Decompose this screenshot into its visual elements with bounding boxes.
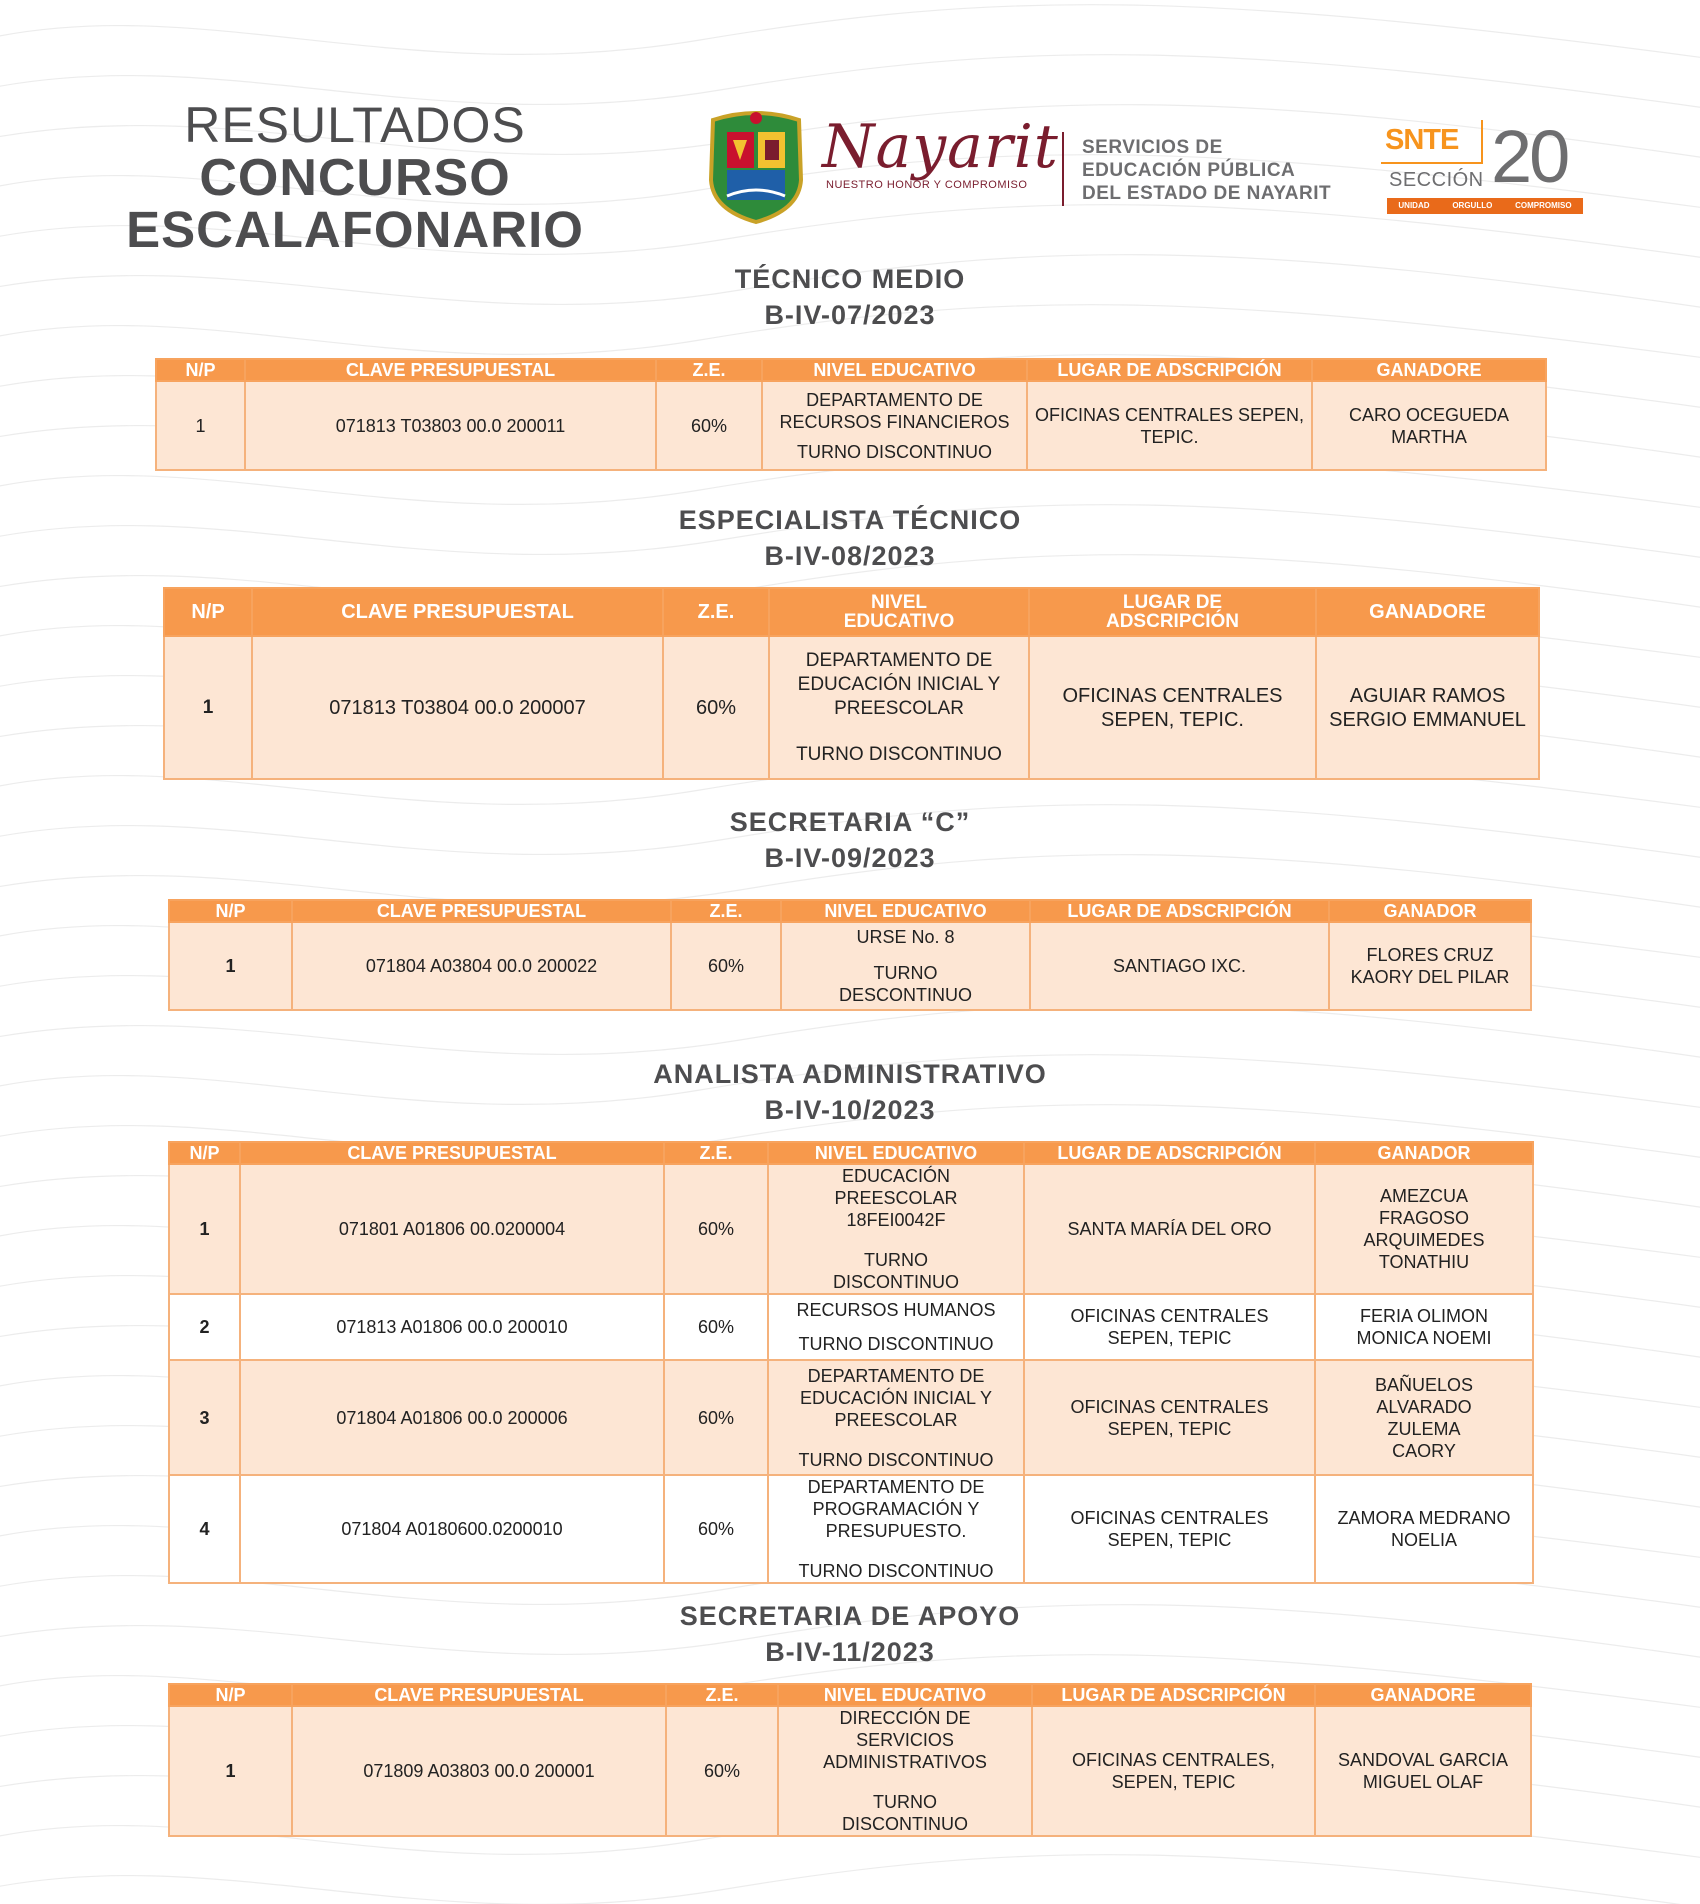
cell-clave: 071804 A0180600.0200010 [240,1475,664,1583]
nayarit-coat-of-arms-icon [705,110,807,225]
cell-ze: 60% [666,1706,778,1836]
column-header-ganador: GANADOR [1329,900,1531,922]
column-header-np: N/P [169,1142,240,1164]
cell-ze: 60% [664,1475,768,1583]
table-row [169,922,1531,1010]
nivel-turno: TURNO DISCONTINUO [798,1334,994,1354]
column-header-ze: Z.E. [664,1142,768,1164]
nivel-name: DEPARTAMENTO DE EDUCACIÓN INICIAL Y PREESCOLAR [797,649,1001,719]
table-header-row [169,1684,1531,1706]
snte-slogan-bar [1387,198,1583,214]
cell-ze: 60% [664,1164,768,1294]
column-header-np: N/P [169,900,292,922]
snte-slogan-compromiso: COMPROMISO [1515,201,1572,210]
snte-section-number: 20 [1491,115,1568,198]
cell-ze: 60% [656,381,762,470]
column-header-ganador: GANADORE [1316,588,1539,636]
column-header-lugar: LUGAR DE ADSCRIPCIÓN [1030,900,1329,922]
column-header-clave: CLAVE PRESUPUESTAL [252,588,663,636]
nivel-name: DEPARTAMENTO DE PROGRAMACIÓN Y PRESUPUESTO. [807,1477,985,1541]
cell-clave: 071813 T03804 00.0 200007 [252,636,663,779]
column-header-ze: Z.E. [666,1684,778,1706]
nivel-turno: TURNO DISCONTINUO [797,441,992,462]
results-table-secretaria-c [168,899,1532,1011]
logo-divider [1062,132,1064,206]
cell-ganador: SANDOVAL GARCIA MIGUEL OLAF [1315,1706,1531,1836]
cell-np: 3 [169,1360,240,1475]
cell-ganador: FLORES CRUZ KAORY DEL PILAR [1329,922,1531,1010]
cell-clave: 071813 A01806 00.0 200010 [240,1294,664,1360]
column-header-clave: CLAVE PRESUPUESTAL [245,359,656,381]
cell-np: 1 [169,1164,240,1294]
section-name: SECRETARIA “C” [729,807,971,837]
column-header-np: N/P [169,1684,292,1706]
cell-clave: 071804 A03804 00.0 200022 [292,922,671,1010]
nayarit-wordmark: Nayarit [822,112,1059,182]
cell-clave: 071804 A01806 00.0 200006 [240,1360,664,1475]
nivel-name: DEPARTAMENTO DE RECURSOS FINANCIEROS [779,389,1010,432]
table-header-row [164,588,1539,636]
table-row [169,1475,1533,1583]
cell-lugar: OFICINAS CENTRALES SEPEN, TEPIC. [1029,636,1316,779]
column-header-np: N/P [156,359,245,381]
cell-np: 1 [156,381,245,470]
column-header-nivel: NIVEL EDUCATIVO [778,1684,1032,1706]
column-header-nivel: NIVEL EDUCATIVO [762,359,1027,381]
cell-clave: 071813 T03803 00.0 200011 [245,381,656,470]
cell-np: 4 [169,1475,240,1583]
section-code: B-IV-07/2023 [764,300,936,330]
section-title-especialista-tecnico [0,502,1700,574]
snte-slogan-orgullo: ORGULLO [1452,201,1493,210]
nivel-name: DEPARTAMENTO DE EDUCACIÓN INICIAL Y PREESCOLAR [799,1365,993,1430]
nivel-name: DIRECCIÓN DE SERVICIOS ADMINISTRATIVOS [823,1708,987,1772]
table-row [169,1294,1533,1360]
sepen-line-1: SERVICIOS DE [1082,137,1223,158]
section-code: B-IV-08/2023 [764,541,936,571]
column-header-ze: Z.E. [663,588,769,636]
table-row [164,636,1539,779]
table-row [169,1706,1531,1836]
column-header-clave: CLAVE PRESUPUESTAL [292,1684,666,1706]
column-header-lugar: LUGAR DE ADSCRIPCIÓN [1032,1684,1315,1706]
section-title-analista-administrativo [0,1056,1700,1128]
cell-lugar: OFICINAS CENTRALES SEPEN, TEPIC. [1027,381,1312,470]
nivel-turno: TURNO DESCONTINUO [838,963,972,1005]
cell-lugar: SANTA MARÍA DEL ORO [1024,1164,1315,1294]
cell-ze: 60% [663,636,769,779]
sepen-name [1082,136,1331,205]
title-line-concurso: CONCURSO [199,149,511,207]
cell-nivel [769,636,1029,779]
nivel-name: EDUCACIÓN PREESCOLAR 18FEI0042F [834,1166,958,1230]
results-table-especialista-tecnico [163,587,1540,780]
cell-nivel [768,1164,1024,1294]
cell-np: 2 [169,1294,240,1360]
cell-nivel [768,1360,1024,1475]
column-header-ze: Z.E. [656,359,762,381]
column-header-clave: CLAVE PRESUPUESTAL [292,900,671,922]
nivel-turno: TURNO DISCONTINUO [833,1250,959,1292]
cell-ze: 60% [664,1294,768,1360]
cell-ganador: AGUIAR RAMOS SERGIO EMMANUEL [1316,636,1539,779]
section-name: ANALISTA ADMINISTRATIVO [653,1059,1047,1089]
cell-ganador: BAÑUELOS ALVARADO ZULEMA CAORY [1315,1360,1533,1475]
cell-ganador: AMEZCUA FRAGOSO ARQUIMEDES TONATHIU [1315,1164,1533,1294]
cell-nivel [762,381,1027,470]
section-name: ESPECIALISTA TÉCNICO [678,505,1022,535]
column-header-lugar: LUGAR DE ADSCRIPCIÓN [1029,588,1316,636]
results-table-analista-administrativo [168,1141,1534,1584]
cell-nivel [768,1294,1024,1360]
cell-lugar: OFICINAS CENTRALES SEPEN, TEPIC [1024,1294,1315,1360]
section-code: B-IV-10/2023 [764,1095,936,1125]
snte-seccion-label: SECCIÓN [1389,169,1484,191]
nivel-turno: TURNO DISCONTINUO [842,1792,968,1834]
column-header-lugar: LUGAR DE ADSCRIPCIÓN [1024,1142,1315,1164]
column-header-ganador: GANADORE [1312,359,1546,381]
cell-np: 1 [164,636,252,779]
table-header-row [169,900,1531,922]
nayarit-logo [822,112,1059,215]
table-header-row [156,359,1546,381]
column-header-clave: CLAVE PRESUPUESTAL [240,1142,664,1164]
column-header-ganador: GANADOR [1315,1142,1533,1164]
cell-lugar: OFICINAS CENTRALES SEPEN, TEPIC [1024,1475,1315,1583]
section-title-tecnico-medio [0,261,1700,333]
column-header-nivel: NIVEL EDUCATIVO [769,588,1029,636]
column-header-ze: Z.E. [671,900,781,922]
column-header-nivel: NIVEL EDUCATIVO [781,900,1030,922]
nivel-name: RECURSOS HUMANOS [796,1300,996,1320]
cell-lugar: OFICINAS CENTRALES SEPEN, TEPIC [1024,1360,1315,1475]
column-header-nivel: NIVEL EDUCATIVO [768,1142,1024,1164]
cell-ganador: CARO OCEGUEDA MARTHA [1312,381,1546,470]
section-title-secretaria-c [0,804,1700,876]
snte-wordmark: SNTE [1385,124,1459,156]
results-table-secretaria-de-apoyo [168,1683,1532,1837]
page-title [110,97,600,258]
cell-clave: 071801 A01806 00.0200004 [240,1164,664,1294]
sepen-line-3: DEL ESTADO DE NAYARIT [1082,183,1332,204]
cell-clave: 071809 A03803 00.0 200001 [292,1706,666,1836]
cell-ze: 60% [671,922,781,1010]
results-table-tecnico-medio [155,358,1547,471]
cell-np: 1 [169,1706,292,1836]
section-title-secretaria-de-apoyo [0,1598,1700,1670]
cell-np: 1 [169,922,292,1010]
cell-lugar: OFICINAS CENTRALES, SEPEN, TEPIC [1032,1706,1315,1836]
section-code: B-IV-11/2023 [765,1637,935,1667]
cell-nivel [778,1706,1032,1836]
column-header-lugar: LUGAR DE ADSCRIPCIÓN [1027,359,1312,381]
table-header-row [169,1142,1533,1164]
sepen-line-2: EDUCACIÓN PÚBLICA [1082,160,1296,181]
cell-nivel [768,1475,1024,1583]
table-row [169,1164,1533,1294]
snte-slogan-unidad: UNIDAD [1398,201,1430,210]
nivel-turno: TURNO DISCONTINUO [798,1561,994,1581]
table-row [169,1360,1533,1475]
nivel-name: URSE No. 8 [856,927,955,947]
nivel-turno: TURNO DISCONTINUO [796,743,1002,765]
cell-lugar: SANTIAGO IXC. [1030,922,1329,1010]
title-line-escalafonario: ESCALAFONARIO [126,201,584,258]
section-name: SECRETARIA DE APOYO [679,1601,1021,1631]
section-name: TÉCNICO MEDIO [734,264,966,294]
cell-ze: 60% [664,1360,768,1475]
nivel-turno: TURNO DISCONTINUO [798,1449,994,1470]
snte-seccion-20-logo [1385,115,1585,220]
cell-ganador: ZAMORA MEDRANO NOELIA [1315,1475,1533,1583]
column-header-ganador: GANADORE [1315,1684,1531,1706]
title-line-resultados: RESULTADOS [184,97,526,153]
cell-nivel [781,922,1030,1010]
column-header-np: N/P [164,588,252,636]
nayarit-motto: NUESTRO HONOR Y COMPROMISO [826,179,1028,191]
section-code: B-IV-09/2023 [764,843,936,873]
cell-ganador: FERIA OLIMON MONICA NOEMI [1315,1294,1533,1360]
table-row [156,381,1546,470]
